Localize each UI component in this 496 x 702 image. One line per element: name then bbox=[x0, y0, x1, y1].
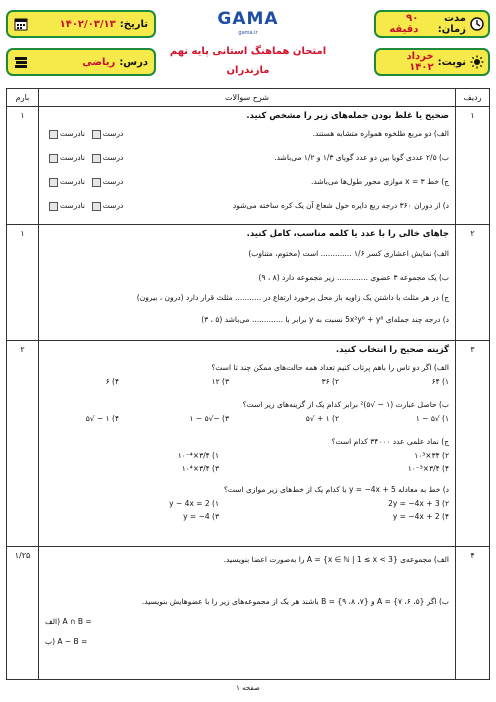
q3-part-b: ب) حاصل عبارت (۱ − √۵)² برابر کدام یک از گزینه‌های زیر است؟ bbox=[242, 400, 449, 409]
duration-box bbox=[374, 10, 490, 38]
choice[interactable]: ۳) −√۵ − ۱ bbox=[189, 414, 229, 423]
q4-part-b: ب) اگر {۵، ۶، ۷} = A و {۷، ۸، ۹} = B باشند هر یک از مجموعه‌های زیر را با عضوهایش بنویسید. bbox=[141, 597, 449, 606]
question-row-1 bbox=[7, 107, 489, 225]
sun-icon bbox=[470, 55, 484, 69]
subject-box bbox=[6, 48, 156, 76]
q3-score: ۲ bbox=[7, 341, 39, 546]
q1-score: ۱ bbox=[7, 107, 39, 224]
q3-title: گزینه صحیح را انتخاب کنید. bbox=[335, 345, 449, 355]
q2-number: ۲ bbox=[455, 225, 489, 340]
true-checkbox[interactable] bbox=[92, 130, 101, 139]
q3-choices-d bbox=[45, 497, 449, 510]
logo-sub: gama.ir bbox=[238, 30, 258, 36]
q1-title: صحیح یا غلط بودن جمله‌های زیر را مشخص کنید. bbox=[246, 111, 449, 121]
question-row-3 bbox=[7, 341, 489, 547]
q2-item: ب) یک مجموعه ۳ عضوی ............. زیر مجموعه دارد (۸ ، ۹) bbox=[258, 273, 449, 282]
choice[interactable]: ۳) y = −4 bbox=[183, 512, 219, 521]
q3-part-d: د) خط به معادله y = −4x + 5 با کدام یک از خط‌های زیر موازی است؟ bbox=[223, 485, 449, 494]
choice[interactable]: ۱) y − 4x = 2 bbox=[169, 499, 219, 508]
false-checkbox[interactable] bbox=[49, 178, 58, 187]
q3-number: ۳ bbox=[455, 341, 489, 546]
choice[interactable]: ۲) ۳۴×۱۰³ bbox=[414, 451, 449, 460]
false-checkbox[interactable] bbox=[49, 130, 58, 139]
q2-title: جاهای خالی را با عدد یا کلمه مناسب، کامل کنید. bbox=[246, 229, 449, 239]
turn-value: خرداد ۱۴۰۲ bbox=[406, 51, 434, 73]
true-checkbox[interactable] bbox=[92, 154, 101, 163]
choice[interactable]: ۴) y = −4x + 2 bbox=[392, 512, 449, 521]
choice[interactable]: ۱) ۳/۴×۱۰⁻⁴ bbox=[177, 451, 219, 460]
question-row-2 bbox=[7, 225, 489, 341]
choice[interactable]: ۲) 2y = −4x + 3 bbox=[388, 499, 449, 508]
choice[interactable]: ۴) ۶ bbox=[105, 377, 119, 386]
q1-item: ب) ۲/۵ عددی گویا بین دو عدد گویای ۱/۳ و ۱/۲ می‌باشد. درست نادرست bbox=[45, 151, 449, 165]
choice[interactable]: ۲) ۱ + √۵ bbox=[305, 414, 339, 423]
row-header: ردیف bbox=[455, 89, 489, 106]
exam-header bbox=[6, 6, 490, 80]
q4-part-a: الف) مجموعه‌ی {x ∈ ℕ | 1 ≤ x < 3} = A را به‌صورت اعضا بنویسید. bbox=[223, 555, 449, 564]
desc-header: شرح سوالات bbox=[225, 93, 269, 102]
date-label: تاریخ: bbox=[119, 18, 148, 30]
q1-item: ج) خط x = ۳ موازی محور طول‌ها می‌باشد. درست نادرست bbox=[45, 175, 449, 189]
q3-choices-c bbox=[45, 449, 449, 462]
province-name: مازندران bbox=[226, 65, 270, 76]
q2-item: د) درجه چند جمله‌ای 5x²y⁶ + y⁸ نسبت به y برابر با ............. می‌باشد (۵ ، ۳) bbox=[201, 315, 449, 324]
score-header: بارم bbox=[7, 89, 39, 106]
duration-label: مدت زمان: bbox=[437, 13, 466, 35]
questions-table bbox=[6, 88, 490, 680]
q1-item: د) از دوران ۳۶۰ درجه ربع دایره حول شعاع آن یک کره ساخته می‌شود درست نادرست bbox=[45, 199, 449, 213]
q1-number: ۱ bbox=[455, 107, 489, 224]
q4-b1: الف) A ∩ B = bbox=[45, 617, 92, 626]
choice[interactable]: ۱) √۵ − ۱ bbox=[415, 414, 449, 423]
q4-b2: ب) A − B = bbox=[45, 637, 88, 646]
choice[interactable]: ۱) ۶۴ bbox=[431, 377, 449, 386]
q3-choices-a bbox=[45, 375, 449, 388]
title-block bbox=[166, 6, 330, 80]
false-checkbox[interactable] bbox=[49, 202, 58, 211]
date-box bbox=[6, 10, 156, 38]
duration-value: ۹۰ دقیقه bbox=[389, 13, 419, 35]
subject-value: ریاضی bbox=[82, 56, 116, 68]
q3-choices-b bbox=[45, 412, 449, 425]
exam-title: امتحان هماهنگ استانی پایه نهم bbox=[169, 46, 327, 57]
books-icon bbox=[14, 55, 28, 69]
gama-logo bbox=[213, 8, 283, 30]
true-checkbox[interactable] bbox=[92, 178, 101, 187]
q2-score: ۱ bbox=[7, 225, 39, 340]
q4-score: ۱/۲۵ bbox=[7, 547, 39, 679]
q4-number: ۴ bbox=[455, 547, 489, 679]
question-row-4 bbox=[7, 547, 489, 679]
choice[interactable]: ۴) ۱ − √۵ bbox=[85, 414, 119, 423]
choice[interactable]: ۴) ۳/۴×۱۰⁻³ bbox=[407, 464, 449, 473]
choice[interactable]: ۲) ۳۶ bbox=[321, 377, 339, 386]
q3-part-a: الف) اگر دو تاس را باهم پرتاب کنیم تعداد همه حالت‌های ممکن چند تا است؟ bbox=[211, 363, 449, 372]
calendar-icon bbox=[14, 17, 28, 31]
date-value: ۱۴۰۲/۰۳/۱۳ bbox=[59, 18, 116, 30]
turn-box bbox=[374, 48, 490, 76]
logo-text: GAMA bbox=[217, 9, 279, 29]
page-number: صفحه ۱ bbox=[236, 684, 260, 692]
false-checkbox[interactable] bbox=[49, 154, 58, 163]
choice[interactable]: ۳) ۱۲ bbox=[211, 377, 229, 386]
q3-part-c: ج) نماد علمی عدد ۳۴۰۰۰ کدام است؟ bbox=[331, 437, 449, 446]
true-checkbox[interactable] bbox=[92, 202, 101, 211]
q1-item: الف) دو مربع طلخوه همواره متشابه هستند. درست نادرست bbox=[45, 127, 449, 141]
table-header-row bbox=[7, 89, 489, 107]
q2-item: الف) نمایش اعشاری کسر ۱/۶ ............. است (مختوم، متناوب) bbox=[248, 249, 449, 258]
choice[interactable]: ۳) ۳/۴×۱۰⁴ bbox=[181, 464, 219, 473]
subject-label: درس: bbox=[119, 56, 148, 68]
clock-icon bbox=[470, 17, 484, 31]
exam-page bbox=[6, 6, 490, 696]
turn-label: نوبت: bbox=[437, 56, 466, 68]
q2-item: ج) در هر مثلث با داشتن یک زاویه باز محل برخورد ارتفاع در ........... مثلث قرار دارد (درون ، بیرون) bbox=[136, 293, 449, 302]
